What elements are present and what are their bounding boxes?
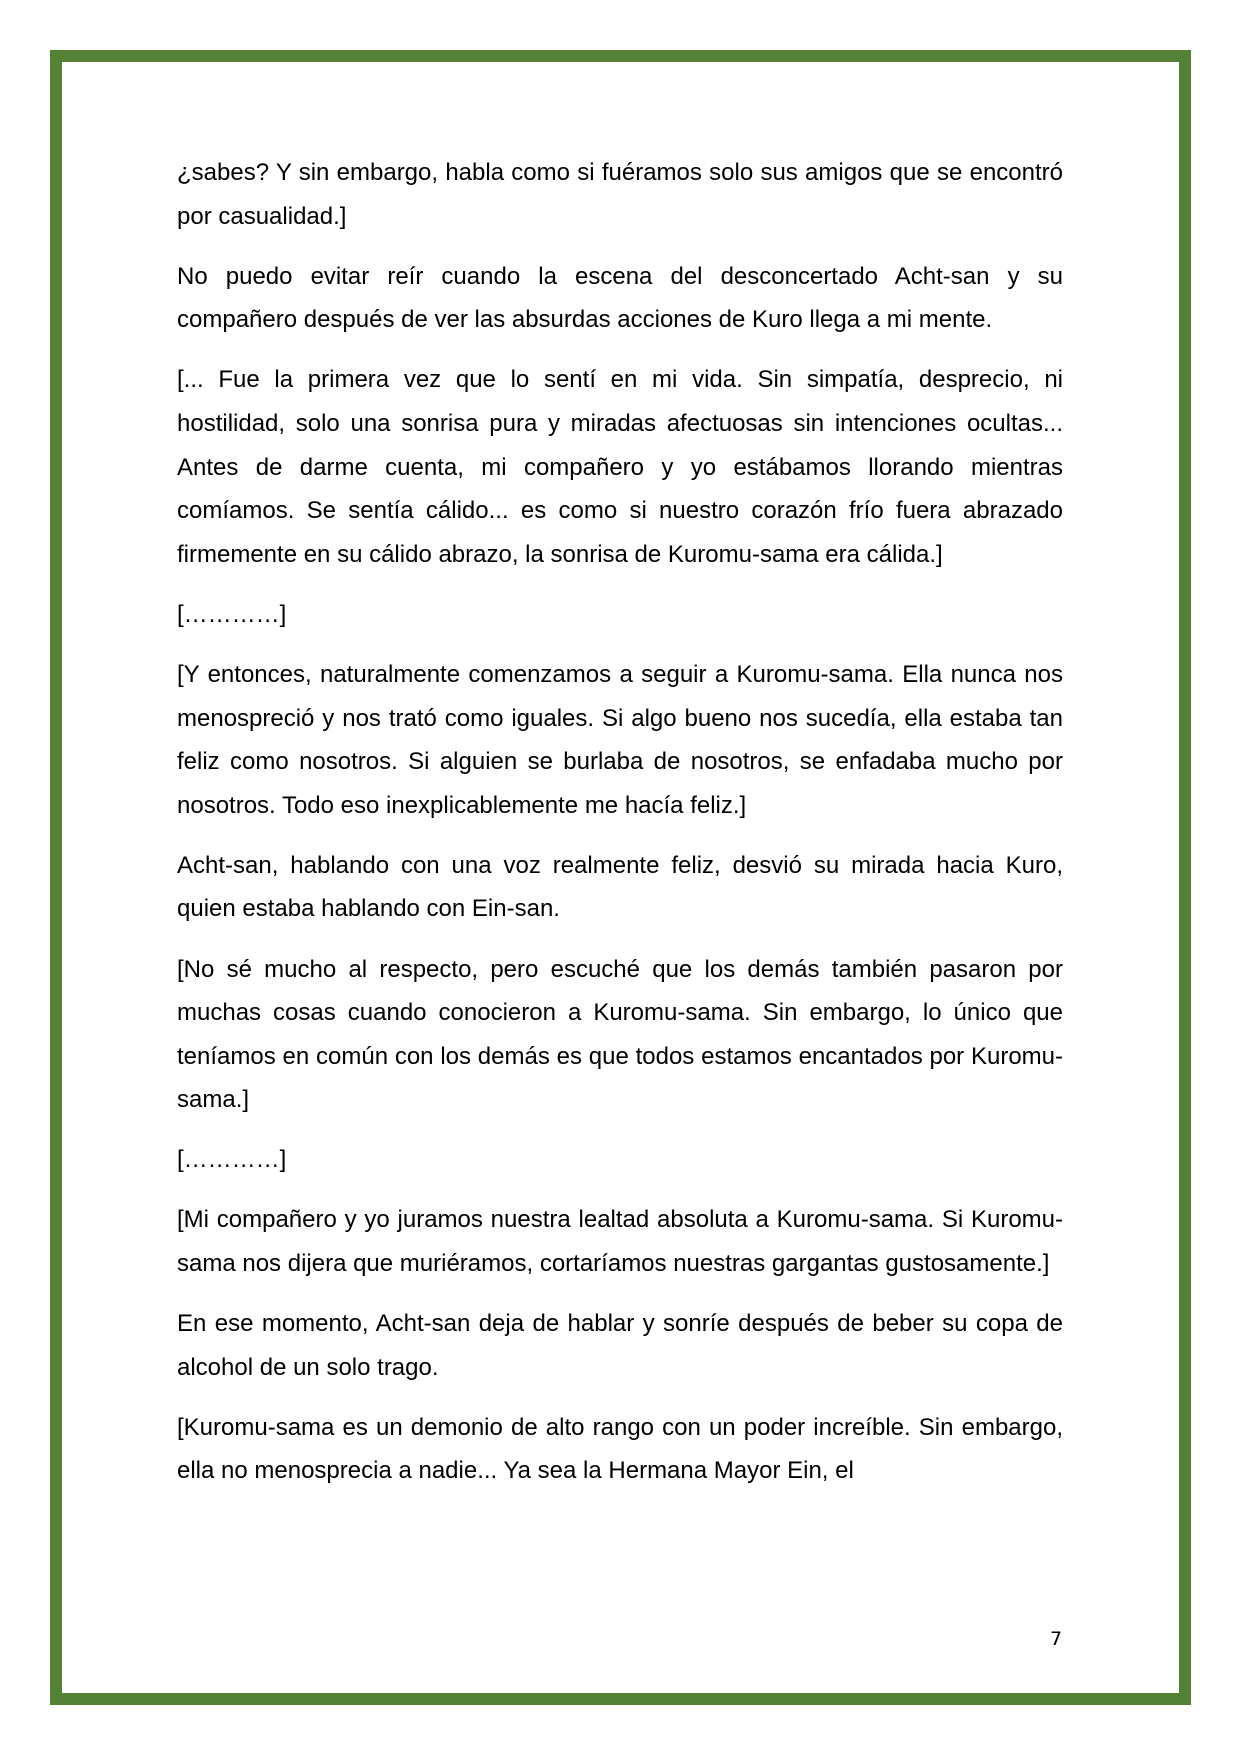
paragraph: […………] [177,1146,287,1174]
paragraph: [... Fue la primera vez que lo sentí en mi vida. Sin simpatía, desprecio, ni hostilidad, solo una sonrisa pura y miradas afectuosas sin intenciones ocultas... Antes de darme cuenta, mi compañero y yo estábamos llorando mientras comíamos. Se sentía cálido... es como si nuestro corazón frío fuera abrazado firmemente en su cálido abrazo, la sonrisa de Kuromu-sama era cálida.] [177,366,1063,568]
paragraph: [No sé mucho al respecto, pero escuché que los demás también pasaron por muchas cosas cuando conocieron a Kuromu-sama. Sin embargo, lo único que teníamos en común con los demás es que todos estamos encantados por Kuromu-sama.] [177,955,1063,1114]
paragraph: Acht-san, hablando con una voz realmente feliz, desvió su mirada hacia Kuro, quien estaba hablando con Ein-san. [177,851,1063,923]
paragraph: [Mi compañero y yo juramos nuestra lealtad absoluta a Kuromu-sama. Si Kuromu-sama nos dijera que muriéramos, cortaríamos nuestras gargantas gustosamente.] [177,1206,1063,1278]
page-number: 7 [1050,1628,1063,1650]
page-body [177,151,1063,1510]
paragraph: [Kuromu-sama es un demonio de alto rango con un poder increíble. Sin embargo, ella no menosprecia a nadie... Ya sea la Hermana Mayor Ein, el [177,1413,1063,1485]
paragraph: [Y entonces, naturalmente comenzamos a seguir a Kuromu-sama. Ella nunca nos menospreció y nos trató como iguales. Si algo bueno nos sucedía, ella estaba tan feliz como nosotros. Si alguien se burlaba de nosotros, se enfadaba mucho por nosotros. Todo eso inexplicablemente me hacía feliz.] [177,660,1063,819]
paragraph: ¿sabes? Y sin embargo, habla como si fuéramos solo sus amigos que se encontró por casualidad.] [177,159,1063,230]
paragraph: […………] [177,600,287,628]
paragraph: No puedo evitar reír cuando la escena del desconcertado Acht-san y su compañero después de ver las absurdas acciones de Kuro llega a mi mente. [177,262,1063,334]
paragraph: En ese momento, Acht-san deja de hablar y sonríe después de beber su copa de alcohol de un solo trago. [177,1310,1063,1381]
